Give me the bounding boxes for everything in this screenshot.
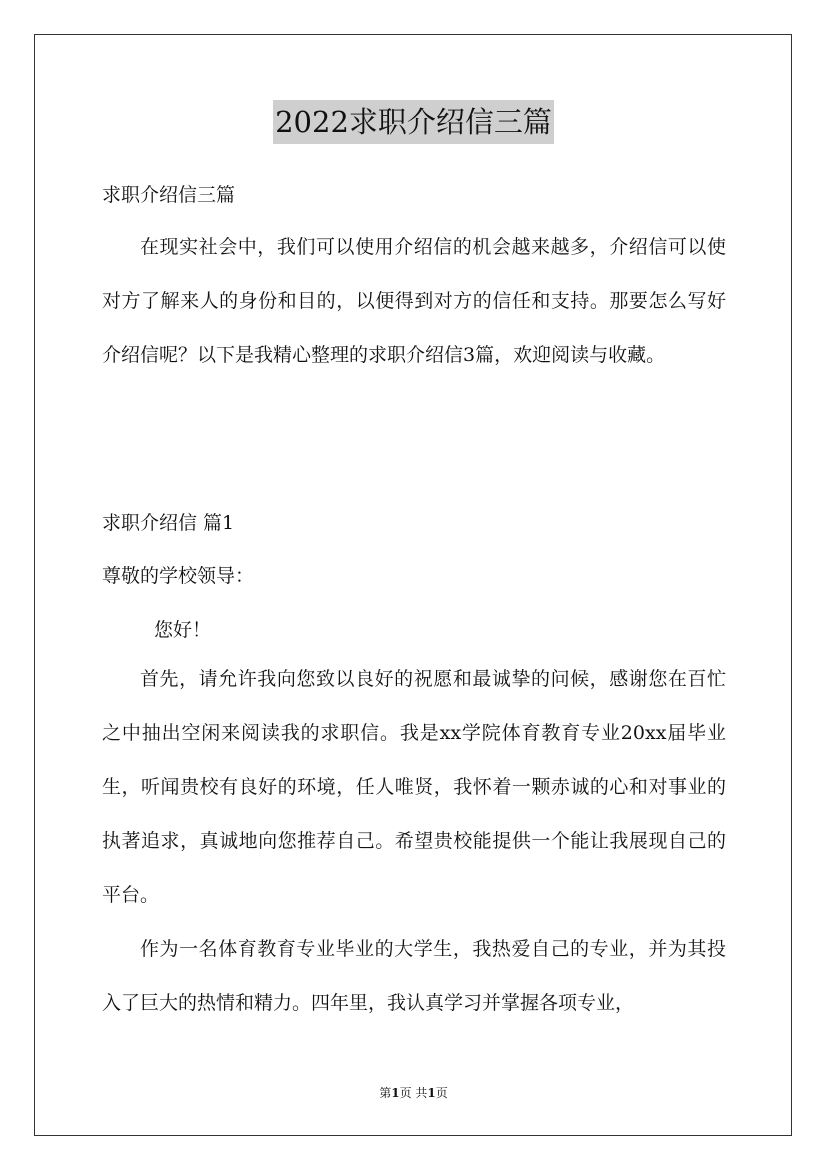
body-paragraph-1: 首先，请允许我向您致以良好的祝愿和最诚挚的问候，感谢您在百忙之中抽出空闲来阅读我的求职信。我是xx学院体育教育专业20xx届毕业生，听闻贵校有良好的环境，任人唯贤，我怀着一颗赤诚的心和对事业的执著追求，真诚地向您推荐自己。希望贵校能提供一个能让我展现自己的平台。 [102, 668, 726, 906]
salutation: 尊敬的学校领导： [102, 565, 255, 587]
footer-page-number: 1 [391, 1086, 400, 1100]
intro-paragraph: 在现实社会中，我们可以使用介绍信的机会越来越多，介绍信可以使对方了解来人的身份和目的，以便得到对方的信任和支持。那要怎么写好介绍信呢？以下是我精心整理的求职介绍信3篇，欢迎阅读与收藏。 [102, 236, 726, 366]
body-paragraph-2: 作为一名体育教育专业毕业的大学生，我热爱自己的专业，并为其投入了巨大的热情和精力。四年里，我认真学习并掌握各项专业， [102, 938, 726, 1014]
page-footer [0, 1084, 827, 1101]
document-subtitle: 求职介绍信三篇 [102, 184, 236, 206]
footer-suffix: 页 [435, 1086, 448, 1100]
document-title: 2022求职介绍信三篇 [273, 100, 554, 144]
footer-prefix: 第 [379, 1086, 392, 1100]
section-heading: 求职介绍信 篇1 [102, 512, 235, 534]
title-container [0, 100, 827, 144]
footer-total-pages: 1 [427, 1086, 436, 1100]
greeting: 您好！ [154, 619, 212, 641]
footer-mid: 页 共 [399, 1086, 428, 1100]
